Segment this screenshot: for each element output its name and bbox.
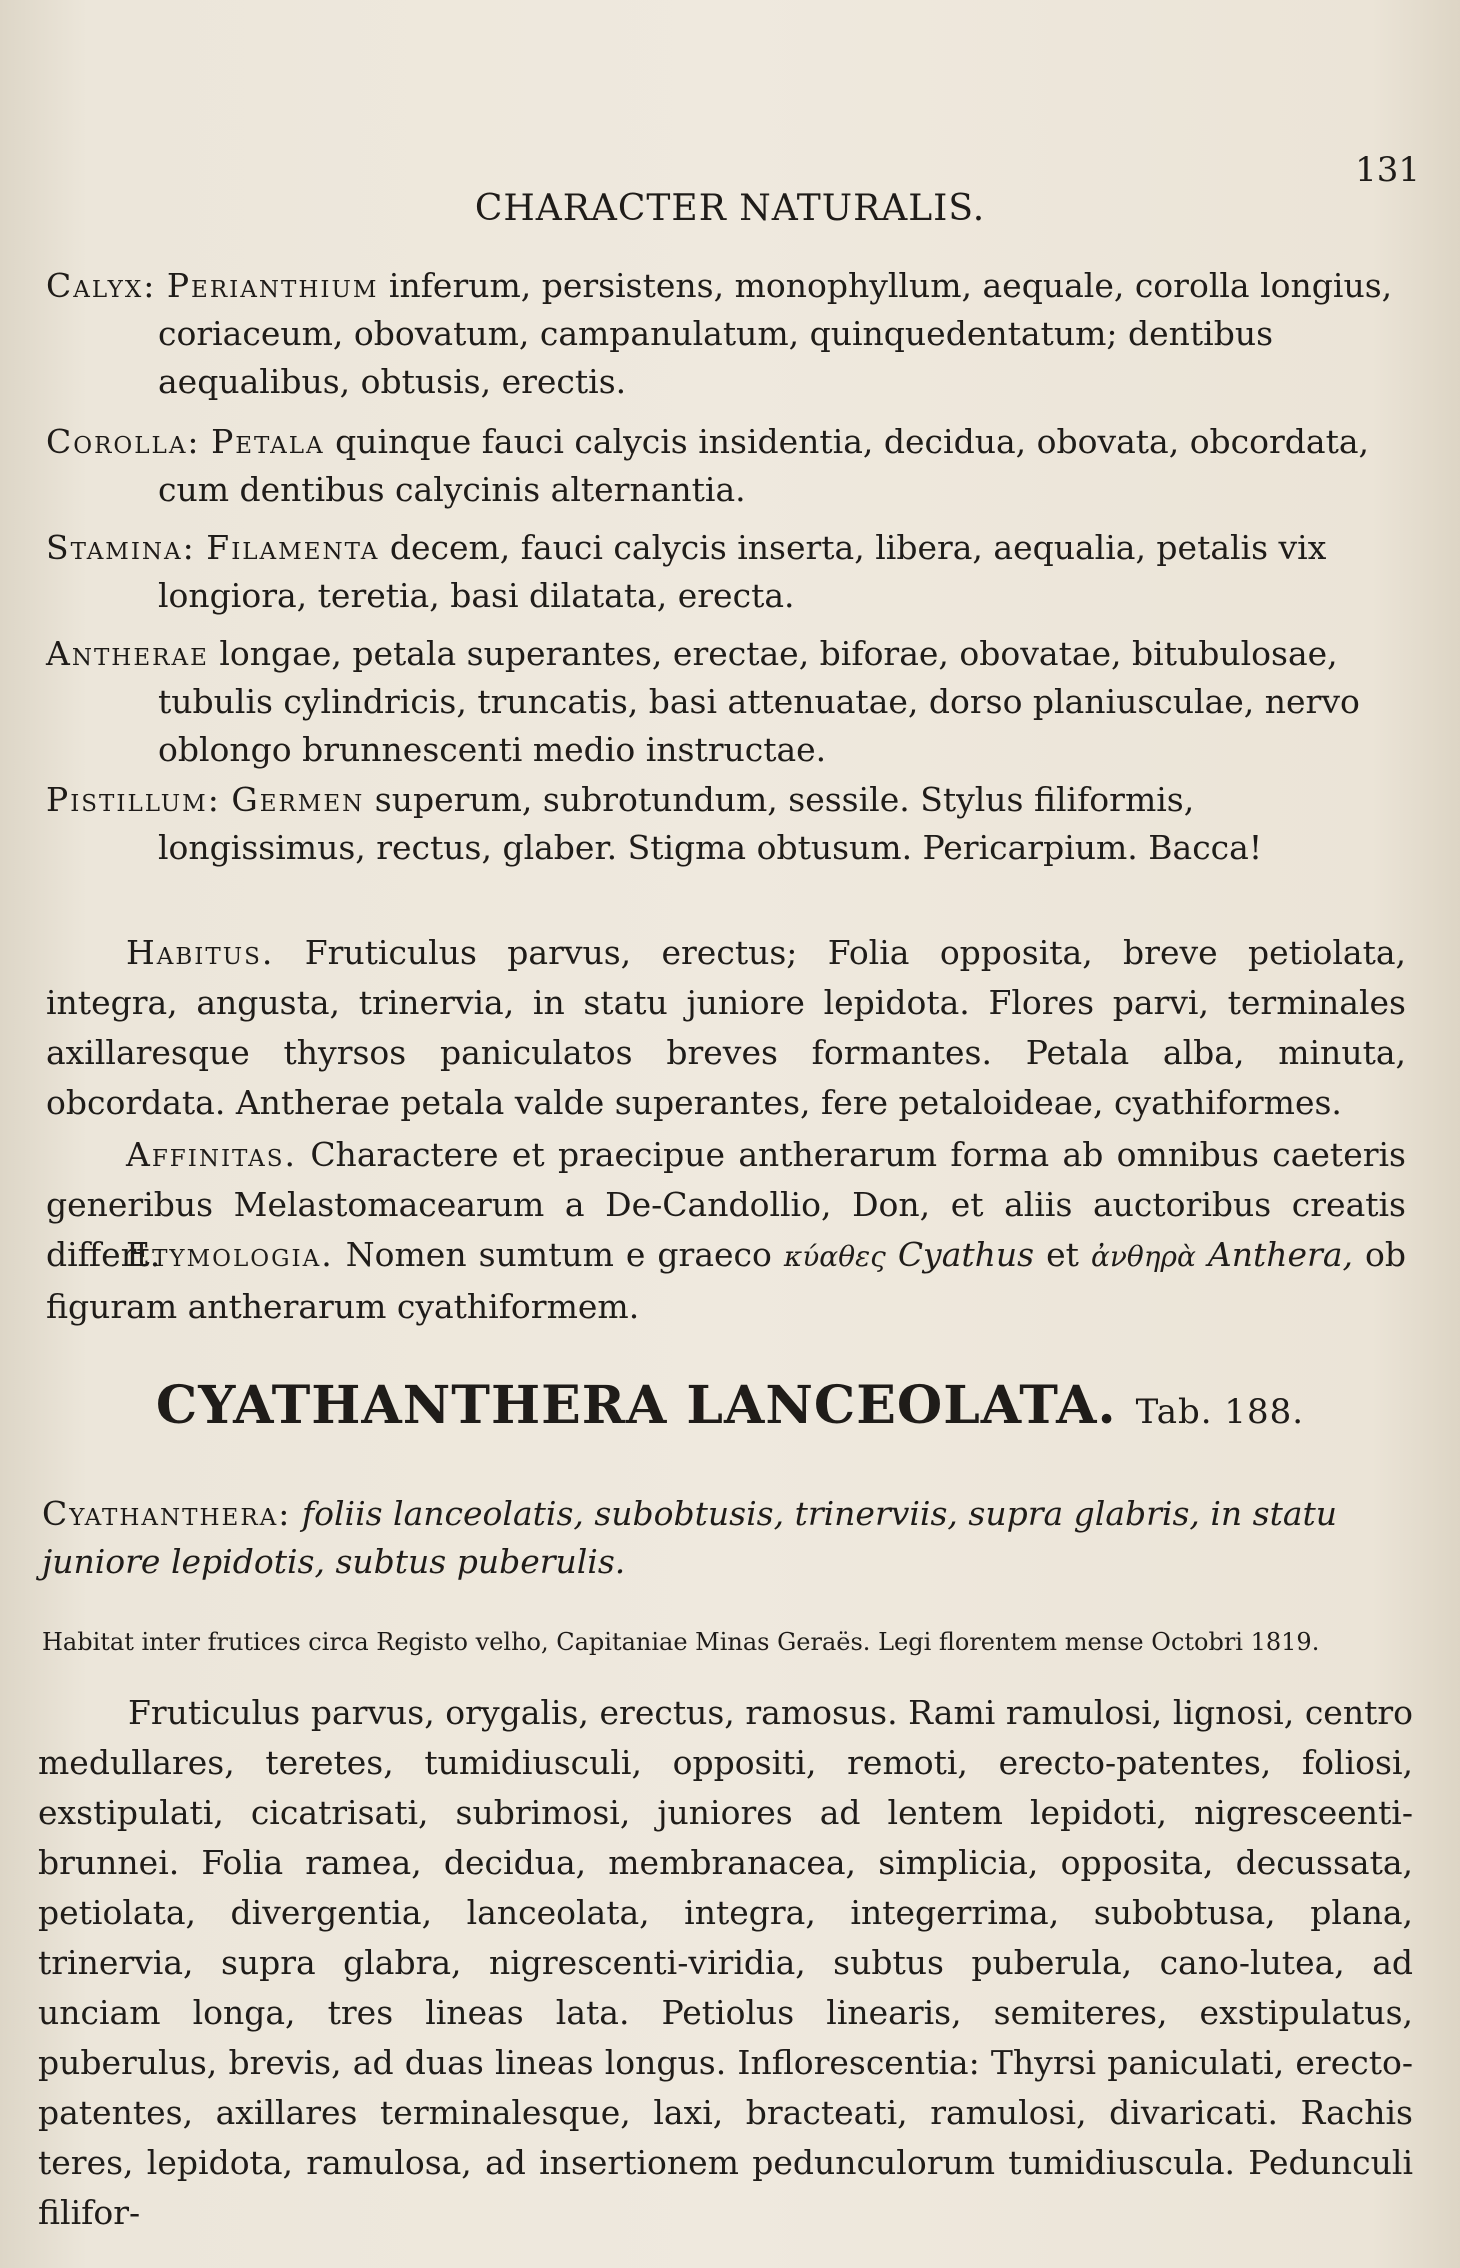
character-sublabel: Filamenta bbox=[206, 528, 380, 567]
character-label: Stamina: bbox=[46, 528, 196, 567]
diagnosis-text: foliis lanceolatis, subobtusis, trinerviis, supra glabris, in statu juniore lepidotis, subtus puberulis. bbox=[42, 1494, 1338, 1581]
species-name: CYATHANTHERA LANCEOLATA. bbox=[155, 1375, 1117, 1436]
species-heading bbox=[0, 1375, 1460, 1436]
character-label: Corolla: bbox=[46, 422, 201, 461]
affinitas-text: Charactere et praecipue antherarum forma ab omnibus caeteris generibus Melastomacearum a De-Candollio, Don, et aliis auctoribus creatis differt. bbox=[46, 1135, 1406, 1274]
species-diagnosis bbox=[42, 1490, 1412, 1586]
greek-word: ἀνθηρὰ bbox=[1090, 1240, 1196, 1273]
habitus-text: Fruticulus parvus, erectus; Folia opposita, breve petiolata, integra, angusta, trinervia, in statu juniore lepidota. Flores parvi, terminales axillaresque thyrsos paniculatos breves formantes. Petala alba, minuta, obcordata. Antherae petala valde superantes, fere petaloideae, cyathiformes. bbox=[46, 933, 1406, 1122]
plate-reference: Tab. 188. bbox=[1135, 1392, 1305, 1432]
etymologia-head: Etymologia. bbox=[126, 1235, 334, 1274]
diagnosis-label: Cyathanthera: bbox=[42, 1494, 292, 1533]
character-sublabel: Perianthium bbox=[166, 266, 379, 305]
habitus-head: Habitus. bbox=[126, 933, 275, 972]
character-text: superum, subrotundum, sessile. Stylus filiformis, longissimus, rectus, glaber. Stigma obtusum. Pericarpium. Bacca! bbox=[158, 780, 1263, 867]
greek-word: κύαθες bbox=[783, 1240, 886, 1273]
etymologia-text: ob figuram antherarum cyathiformem. bbox=[46, 1235, 1407, 1326]
description-text: Fruticulus parvus, orygalis, erectus, ramosus. Rami ramulosi, lignosi, centro medullares, teretes, tumidiusculi, oppositi, remoti, erecto-patentes, foliosi, exstipulati, cicatrisati, subrimosi, juniores ad lentem lepidoti, nigresceenti-brunnei. Folia ramea, decidua, membranacea, simplicia, opposita, decussata, petiolata, divergentia, lanceolata, integra, integerrima, subobtusa, plana, trinervia, supra glabra, nigrescenti-viridia, subtus puberula, cano-lutea, ad unciam longa, tres lineas lata. Petiolus linearis, semiteres, exstipulatus, puberulus, brevis, ad duas lineas longus. Inflorescentia: Thyrsi paniculati, erecto-patentes, axillares terminalesque, laxi, bracteati, ramulosi, divaricati. Rachis teres, lepidota, ramulosa, ad insertionem pedunculorum tumidiuscula. Pedunculi filifor- bbox=[38, 1693, 1413, 2232]
character-corolla bbox=[46, 418, 1406, 514]
conjunction: et bbox=[1046, 1235, 1079, 1274]
character-text: quinque fauci calycis insidentia, decidua, obovata, obcordata, cum dentibus calycinis alternantia. bbox=[158, 422, 1370, 509]
latin-word: Cyathus bbox=[897, 1235, 1035, 1274]
character-pistillum bbox=[46, 776, 1406, 872]
character-label: Calyx: bbox=[46, 266, 157, 305]
affinitas-head: Affinitas. bbox=[126, 1135, 297, 1174]
character-label: Pistillum: bbox=[46, 780, 221, 819]
page-number: 131 bbox=[1355, 150, 1420, 190]
character-calyx bbox=[46, 262, 1406, 406]
character-antherae bbox=[46, 630, 1406, 774]
character-stamina bbox=[46, 524, 1406, 620]
character-sublabel: Germen bbox=[231, 780, 365, 819]
habitus-paragraph bbox=[46, 928, 1406, 1128]
species-description bbox=[38, 1688, 1413, 2238]
character-text: decem, fauci calycis inserta, libera, aequalia, petalis vix longiora, teretia, basi dilatata, erecta. bbox=[158, 528, 1327, 615]
etymologia-text: Nomen sumtum e graeco bbox=[345, 1235, 772, 1274]
character-label: Antherae bbox=[46, 634, 209, 673]
latin-word: Anthera, bbox=[1207, 1235, 1353, 1274]
character-text: inferum, persistens, monophyllum, aequale, corolla longius, coriaceum, obovatum, campanulatum, quinquedentatum; dentibus aequalibus, obtusis, erectis. bbox=[158, 266, 1393, 401]
character-text: longae, petala superantes, erectae, biforae, obovatae, bitubulosae, tubulis cylindricis, truncatis, basi attenuatae, dorso planiusculae, nervo oblongo brunnescenti medio instructae. bbox=[158, 634, 1360, 769]
habitat-note: Habitat inter frutices circa Registo velho, Capitaniae Minas Geraës. Legi florentem mense Octobri 1819. bbox=[42, 1628, 1320, 1656]
section-title: CHARACTER NATURALIS. bbox=[474, 188, 986, 229]
character-sublabel: Petala bbox=[211, 422, 325, 461]
etymologia-paragraph bbox=[46, 1230, 1406, 1332]
